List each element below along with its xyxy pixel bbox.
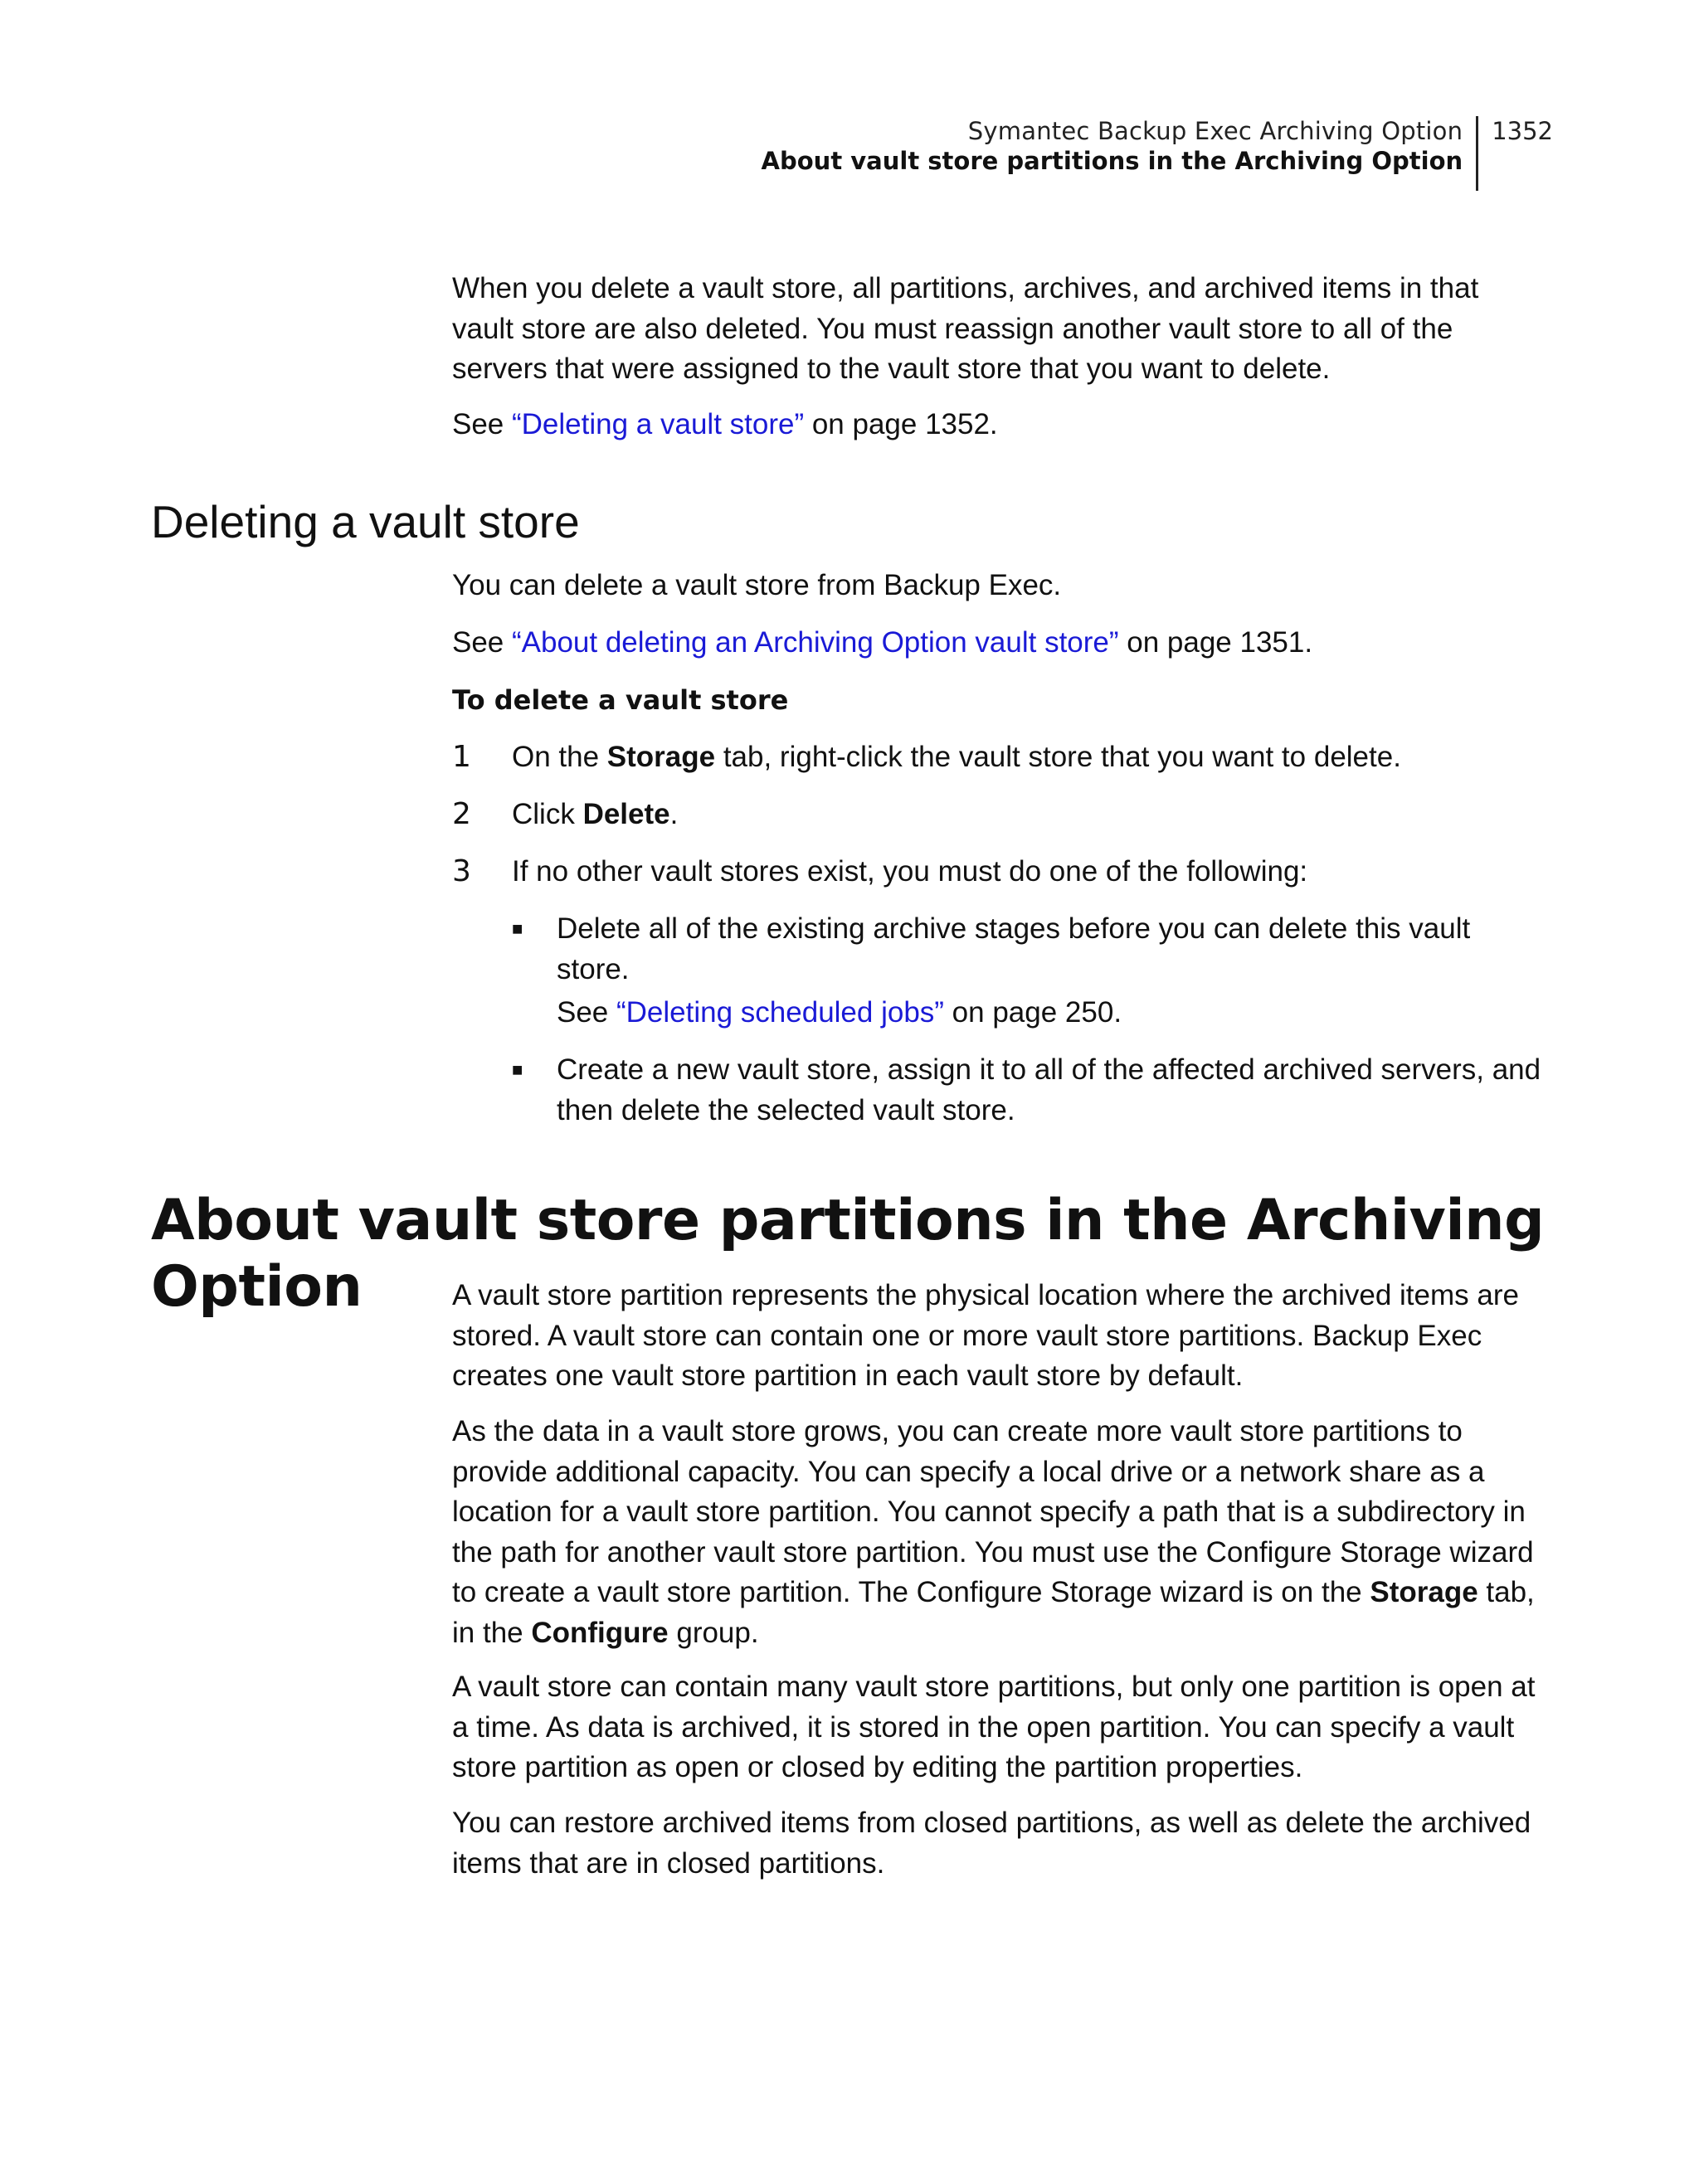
step-text: On the Storage tab, right-click the vault store that you want to delete.: [512, 741, 1401, 773]
configure-group-label: Configure: [531, 1616, 669, 1649]
storage-tab-label: Storage: [1370, 1576, 1478, 1608]
step-2: [452, 795, 1547, 835]
bullet-marker: ■: [512, 918, 523, 939]
see-prefix: See: [452, 626, 512, 659]
link-about-deleting-vault-store[interactable]: “About deleting an Archiving Option vault store”: [512, 626, 1119, 659]
bullet-marker: ■: [512, 1059, 523, 1080]
link-deleting-a-vault-store[interactable]: “Deleting a vault store”: [512, 408, 805, 440]
heading-about-vault-store-partitions: About vault store partitions in the Archiving Option: [151, 1188, 1545, 1320]
partitions-paragraph-1-block: [452, 1276, 1547, 1397]
partitions-paragraph-1: A vault store partition represents the physical location where the archived items are stored. A vault store can contain one or more vault store partitions. Backup Exec creates one vault store partition in each vault store by default.: [452, 1279, 1519, 1392]
step-text: If no other vault stores exist, you must do one of the following:: [512, 855, 1308, 888]
step-1: [452, 737, 1547, 778]
see-suffix: on page 1351.: [1118, 626, 1313, 659]
bullet-item-2: [512, 1050, 1549, 1131]
book-title: Symantec Backup Exec Archiving Option: [967, 117, 1463, 145]
step-number: 1: [452, 740, 471, 774]
intro-paragraph: When you delete a vault store, all partitions, archives, and archived items in that vault store are also deleted. You must reassign another vault store to all of the servers that were assigned to the vault store that you want to delete.: [452, 272, 1479, 385]
partitions-paragraph-4: You can restore archived items from closed partitions, as well as delete the archived items that are in closed partitions.: [452, 1807, 1531, 1880]
storage-tab-label: Storage: [606, 741, 716, 773]
running-header-titles: [762, 116, 1479, 191]
page-number: 1352: [1492, 117, 1553, 145]
step-number: 3: [452, 854, 471, 888]
deleting-paragraph: You can delete a vault store from Backup Exec.: [452, 569, 1062, 601]
partitions-paragraph-2: As the data in a vault store grows, you can create more vault store partitions to provide additional capacity. You can specify a local drive or a network share as a location for a vault store partition. You cannot specify a path that is a subdirectory in the path for another vault store partition. You must use the Configure Storage wizard to create a vault store partition. The Configure Storage wizard is on the Storage tab, in the Configure group.: [452, 1415, 1535, 1649]
bullet-text: Create a new vault store, assign it to all of the affected archived servers, and then delete the selected vault store.: [557, 1053, 1541, 1126]
partitions-paragraph-3-block: [452, 1667, 1547, 1788]
bullet-item-1: [512, 909, 1549, 1034]
procedure-title-block: [452, 682, 1547, 718]
step-number: 2: [452, 797, 471, 831]
see-suffix: on page 1352.: [804, 408, 998, 440]
partitions-paragraph-3: A vault store can contain many vault store partitions, but only one partition is open at a time. As data is archived, it is stored in the open partition. You can specify a vault store partition as open or closed by editing the partition properties.: [452, 1671, 1536, 1783]
intro-see-also: [452, 405, 1547, 445]
partitions-paragraph-4-block: [452, 1803, 1547, 1884]
deleting-paragraph-block: [452, 566, 1547, 606]
running-header: [762, 116, 1553, 191]
partitions-paragraph-2-block: [452, 1412, 1547, 1653]
section-title: About vault store partitions in the Archiving Option: [761, 147, 1463, 175]
procedure-title: To delete a vault store: [452, 684, 789, 716]
see-prefix: See: [452, 408, 512, 440]
intro-paragraph-block: [452, 269, 1547, 390]
link-deleting-scheduled-jobs[interactable]: “Deleting scheduled jobs”: [616, 996, 944, 1029]
delete-command-label: Delete: [582, 798, 670, 830]
deleting-see-also: [452, 623, 1547, 664]
bullet-text: Delete all of the existing archive stages before you can delete this vault store. See “Deleting scheduled jobs” on page 250.: [557, 912, 1471, 1029]
heading-deleting-a-vault-store: Deleting a vault store: [151, 496, 580, 547]
step-text: Click Delete.: [512, 798, 679, 830]
step-3: [452, 852, 1547, 893]
